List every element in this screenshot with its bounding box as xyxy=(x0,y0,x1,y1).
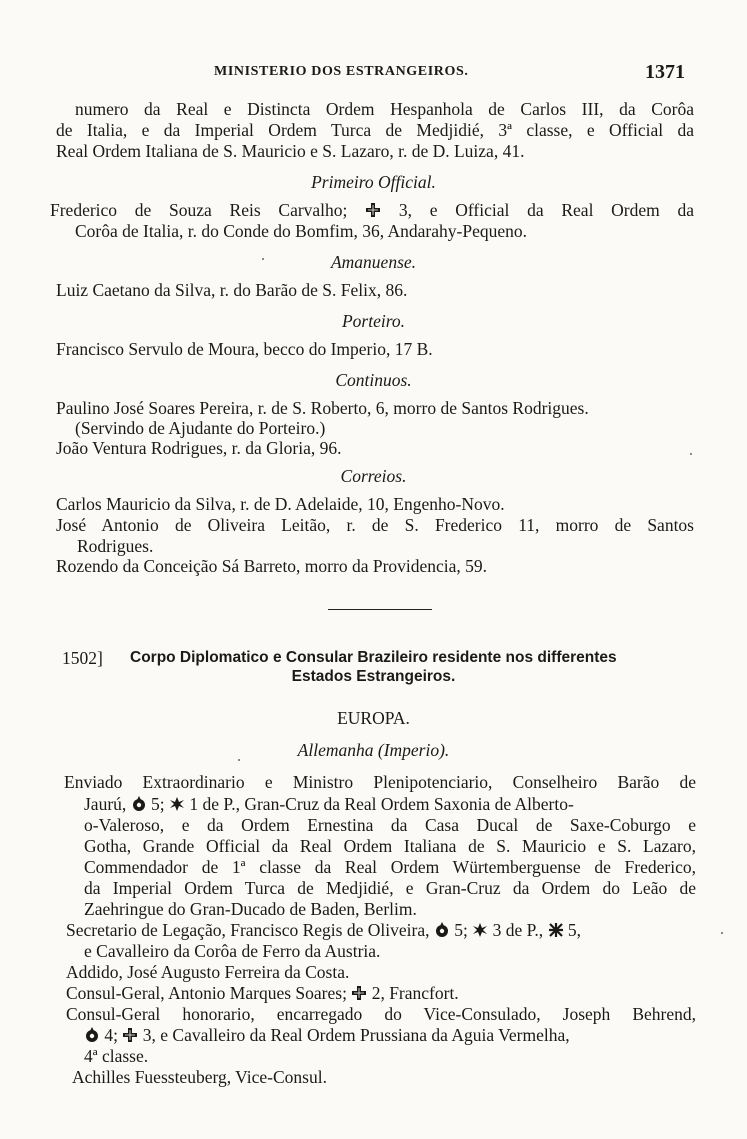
enviado-line-4: Gotha, Grande Official da Real Ordem Italiana de S. Mauricio e S. Lazaro, xyxy=(84,836,696,856)
consul-geral-location: 2, Francfort. xyxy=(371,983,459,1003)
section-title-line-2: Estados Estrangeiros. xyxy=(291,668,456,685)
crossed-star-icon xyxy=(548,922,564,942)
enviado-line-6: da Imperial Ordem Turca de Medjidié, e Gran-Cruz da Ordem do Leão de xyxy=(84,878,696,898)
country-heading: Allemanha (Imperio). xyxy=(297,740,450,760)
paper-speck xyxy=(721,932,723,934)
page-number: 1371 xyxy=(645,61,685,83)
section-title-line-1: Corpo Diplomatico e Consular Brazileiro residente nos differentes xyxy=(130,649,617,666)
secretario-grade-2: 3 de P., xyxy=(492,920,544,940)
heading-correios: Correios. xyxy=(340,466,407,486)
order-cross-icon xyxy=(351,985,367,1005)
heading-primeiro-official: Primeiro Official. xyxy=(311,172,436,192)
enviado-orders: 1 de P., Gran-Cruz da Real Ordem Saxonia de Alberto- xyxy=(189,794,574,814)
entry-correio-1: Carlos Mauricio da Silva, r. de D. Adelaide, 10, Engenho-Novo. xyxy=(56,494,505,514)
region-heading: EUROPA. xyxy=(337,708,410,728)
entry-primeiro-official-name: Frederico de Souza Reis Carvalho; xyxy=(50,200,348,220)
secretario-grade-3: 5, xyxy=(567,920,582,940)
heading-continuos: Continuos. xyxy=(335,370,412,390)
enviado-line-5: Commendador de 1ª classe da Real Ordem Würtemberguense de Frederico, xyxy=(84,857,696,877)
order-cross-icon xyxy=(365,202,381,222)
enviado-grade: 5; xyxy=(151,794,165,814)
consul-honorario-line-3: 4ª classe. xyxy=(84,1046,149,1066)
consul-geral-entry xyxy=(66,983,459,1005)
heading-amanuense: Amanuense. xyxy=(330,252,417,272)
consul-geral-name: Consul-Geral, Antonio Marques Soares; xyxy=(66,983,347,1003)
secretario-line-2: e Cavalleiro da Corôa de Ferro da Austria. xyxy=(84,941,381,961)
entry-continuo-note: (Servindo de Ajudante do Porteiro.) xyxy=(75,418,326,438)
entry-continuo-2: João Ventura Rodrigues, r. da Gloria, 96. xyxy=(56,438,342,458)
enviado-name: Jaurú, xyxy=(84,794,127,814)
entry-primeiro-official xyxy=(50,200,694,222)
consul-honorario-line-1: Consul-Geral honorario, encarregado do Vice-Consulado, Joseph Behrend, xyxy=(66,1004,696,1024)
page-header xyxy=(0,62,747,86)
entry-correio-2-cont: Rodrigues. xyxy=(77,536,154,556)
secretario-grade-1: 5; xyxy=(454,920,468,940)
entry-amanuense: Luiz Caetano da Silva, r. do Barão de S. Felix, 86. xyxy=(56,280,408,300)
secretario-name: Secretario de Legação, Francisco Regis de Oliveira, xyxy=(66,920,430,940)
paper-speck xyxy=(690,453,692,455)
order-star-icon xyxy=(434,921,450,942)
consul-honorario-line-2 xyxy=(84,1025,570,1047)
vice-consul-entry: Achilles Fuessteuberg, Vice-Consul. xyxy=(72,1067,327,1087)
section-divider xyxy=(328,609,432,610)
continuation-line-1: numero da Real e Distincta Ordem Hespanhola de Carlos III, da Corôa xyxy=(75,99,694,119)
entry-correio-3: Rozendo da Conceição Sá Barreto, morro da Providencia, 59. xyxy=(56,556,488,576)
order-star-icon xyxy=(84,1026,100,1047)
enviado-line-2 xyxy=(84,794,574,816)
order-cross-icon xyxy=(122,1027,138,1047)
running-title: MINISTERIO DOS ESTRANGEIROS. xyxy=(214,64,469,79)
entry-porteiro: Francisco Servulo de Moura, becco do Imperio, 17 B. xyxy=(56,339,433,359)
secretario-line-1 xyxy=(66,920,581,942)
order-star-icon xyxy=(131,795,147,816)
consul-honorario-orders: 3, e Cavalleiro da Real Ordem Prussiana da Aguia Vermelha, xyxy=(142,1025,570,1045)
heading-porteiro: Porteiro. xyxy=(341,311,406,331)
maltese-cross-icon xyxy=(472,922,488,942)
maltese-cross-icon xyxy=(169,796,185,816)
enviado-line-3: o-Valeroso, e da Ordem Ernestina da Casa Ducal de Saxe-Coburgo e xyxy=(84,815,696,835)
paper-speck xyxy=(238,759,240,761)
entry-primeiro-official-line-2: Corôa de Italia, r. do Conde do Bomfim, 36, Andarahy-Pequeno. xyxy=(75,221,528,241)
continuation-line-3: Real Ordem Italiana de S. Mauricio e S. Lazaro, r. de D. Luiza, 41. xyxy=(56,141,525,161)
addido-entry: Addido, José Augusto Ferreira da Costa. xyxy=(66,962,350,982)
continuation-line-2: de Italia, e da Imperial Ordem Turca de Medjidié, 3ª classe, e Official da xyxy=(56,120,694,140)
section-number: 1502] xyxy=(62,648,103,668)
enviado-line-1: Enviado Extraordinario e Ministro Plenipotenciario, Conselheiro Barão de xyxy=(64,772,696,792)
entry-correio-2: José Antonio de Oliveira Leitão, r. de S. Frederico 11, morro de Santos xyxy=(56,515,694,535)
paper-speck xyxy=(262,258,264,260)
consul-honorario-grade-1: 4; xyxy=(104,1025,118,1045)
entry-primeiro-official-rest: 3, e Official da Real Ordem da xyxy=(398,200,695,220)
enviado-line-7: Zaehringue do Gran-Ducado de Baden, Berlim. xyxy=(84,899,417,919)
entry-continuo-1: Paulino José Soares Pereira, r. de S. Roberto, 6, morro de Santos Rodrigues. xyxy=(56,398,589,418)
